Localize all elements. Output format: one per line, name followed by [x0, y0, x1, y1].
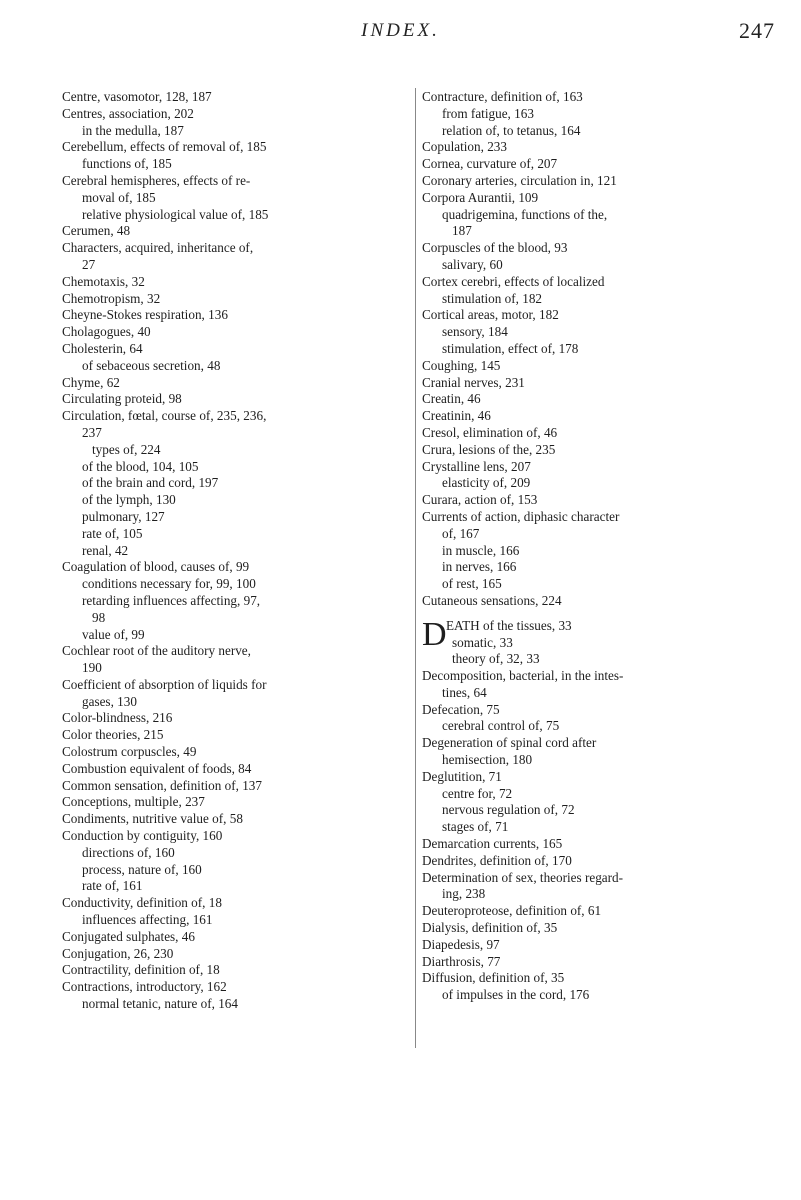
index-entry: Cheyne-Stokes respiration, 136 — [62, 307, 228, 323]
index-entry: Cerebral hemispheres, effects of re- — [62, 172, 251, 188]
index-entry: Chemotaxis, 32 — [62, 273, 145, 289]
index-entry: 27 — [82, 256, 96, 272]
index-entry: Color theories, 215 — [62, 727, 164, 743]
index-entry: cerebral control of, 75 — [442, 718, 560, 734]
index-entry: Cornea, curvature of, 207 — [422, 156, 558, 172]
index-entry: process, nature of, 160 — [82, 861, 202, 877]
index-entry: Decomposition, bacterial, in the intes- — [422, 668, 624, 684]
index-entry: relation of, to tetanus, 164 — [442, 122, 581, 138]
index-entry: rate of, 161 — [82, 878, 143, 894]
drop-cap-letter: D — [422, 615, 447, 653]
index-entry: rate of, 105 — [82, 525, 143, 541]
index-entry: Color-blindness, 216 — [62, 710, 173, 726]
index-entry: Creatinin, 46 — [422, 408, 491, 424]
index-entry: moval of, 185 — [82, 189, 156, 205]
index-entry: of the lymph, 130 — [82, 492, 176, 508]
index-entry: Coagulation of blood, causes of, 99 — [62, 559, 250, 575]
index-entry: from fatigue, 163 — [442, 105, 534, 121]
index-entry: of the blood, 104, 105 — [82, 458, 199, 474]
index-entry: ing, 238 — [442, 886, 486, 902]
index-entry: value of, 99 — [82, 626, 145, 642]
index-entry: directions of, 160 — [82, 844, 175, 860]
index-entry: functions of, 185 — [82, 156, 172, 172]
index-column-left — [62, 89, 402, 1013]
section-gap — [422, 610, 782, 618]
index-entry: in muscle, 166 — [442, 542, 520, 558]
index-entry: Defecation, 75 — [422, 701, 500, 717]
index-entry: Conductivity, definition of, 18 — [62, 895, 222, 911]
index-entry: Conceptions, multiple, 237 — [62, 794, 205, 810]
index-entry: Characters, acquired, inheritance of, — [62, 240, 254, 256]
index-entry: of sebaceous secretion, 48 — [82, 357, 221, 373]
index-column-right — [422, 89, 782, 1004]
index-entry: stages of, 71 — [442, 819, 509, 835]
index-entry: Cerebellum, effects of removal of, 185 — [62, 139, 267, 155]
index-entry: Demarcation currents, 165 — [422, 836, 563, 852]
index-entry: Contractions, introductory, 162 — [62, 979, 227, 995]
index-entry: of impulses in the cord, 176 — [442, 987, 590, 1003]
index-entry: quadrigemina, functions of the, — [442, 206, 608, 222]
index-entry: 190 — [82, 660, 102, 676]
index-entry: Conjugated sulphates, 46 — [62, 928, 195, 944]
index-entry: Corpora Aurantii, 109 — [422, 189, 539, 205]
index-entry: Chemotropism, 32 — [62, 290, 161, 306]
index-entry: Colostrum corpuscles, 49 — [62, 744, 197, 760]
index-entry: Creatin, 46 — [422, 391, 481, 407]
index-entry: Combustion equivalent of foods, 84 — [62, 760, 252, 776]
index-entry: Cochlear root of the auditory nerve, — [62, 643, 251, 659]
index-entry: Coughing, 145 — [422, 357, 501, 373]
index-entry: stimulation of, 182 — [442, 290, 543, 306]
index-entry: Cresol, elimination of, 46 — [422, 424, 558, 440]
index-entry: 98 — [92, 609, 106, 625]
index-entry: Currents of action, diphasic character — [422, 508, 620, 524]
index-entry: Dendrites, definition of, 170 — [422, 852, 572, 868]
index-entry: of rest, 165 — [442, 576, 502, 592]
index-entry: tines, 64 — [442, 684, 487, 700]
index-entry: Cortex cerebri, effects of localized — [422, 273, 605, 289]
index-entry: Cortical areas, motor, 182 — [422, 307, 559, 323]
index-entry: Centres, association, 202 — [62, 105, 194, 121]
index-entry: Coronary arteries, circulation in, 121 — [422, 172, 617, 188]
index-entry: salivary, 60 — [442, 256, 503, 272]
index-entry: Determination of sex, theories regard- — [422, 869, 624, 885]
index-entry: Circulation, fœtal, course of, 235, 236, — [62, 408, 267, 424]
index-entry: Diapedesis, 97 — [422, 936, 500, 952]
index-entry: Deuteroproteose, definition of, 61 — [422, 903, 602, 919]
index-entry: of, 167 — [442, 525, 480, 541]
index-entry: Cranial nerves, 231 — [422, 374, 525, 390]
index-entry: Centre, vasomotor, 128, 187 — [62, 89, 212, 104]
running-title: INDEX. — [361, 20, 440, 41]
index-entry: Curara, action of, 153 — [422, 492, 538, 508]
index-entry: Cholagogues, 40 — [62, 324, 151, 340]
index-entry: conditions necessary for, 99, 100 — [82, 576, 256, 592]
index-entry: Corpuscles of the blood, 93 — [422, 240, 568, 256]
index-entry: relative physiological value of, 185 — [82, 206, 269, 222]
index-entry: Condiments, nutritive value of, 58 — [62, 811, 243, 827]
index-entry: centre for, 72 — [442, 785, 513, 801]
index-entry: Coefficient of absorption of liquids for — [62, 676, 267, 692]
index-entry: Copulation, 233 — [422, 139, 507, 155]
index-entry: Crura, lesions of the, 235 — [422, 441, 556, 457]
index-entry: Conjugation, 26, 230 — [62, 945, 174, 961]
index-entry: Dialysis, definition of, 35 — [422, 920, 558, 936]
index-entry: sensory, 184 — [442, 324, 508, 340]
index-entry: Common sensation, definition of, 137 — [62, 777, 262, 793]
index-entry: theory of, 32, 33 — [452, 651, 540, 667]
index-entry: renal, 42 — [82, 542, 129, 558]
page-number: 247 — [739, 18, 775, 43]
index-entry: in the medulla, 187 — [82, 122, 184, 138]
index-entry: Cutaneous sensations, 224 — [422, 592, 562, 608]
index-entry: Cholesterin, 64 — [62, 340, 143, 356]
index-entry: of the brain and cord, 197 — [82, 475, 219, 491]
index-entry: pulmonary, 127 — [82, 508, 165, 524]
index-entry: hemisection, 180 — [442, 752, 533, 768]
index-entry: Conduction by contiguity, 160 — [62, 828, 223, 844]
index-entry: in nerves, 166 — [442, 559, 517, 575]
index-entry: 187 — [452, 223, 472, 239]
index-entry: types of, 224 — [92, 441, 161, 457]
index-entry-text: EATH of the tissues, 33 — [446, 617, 572, 633]
index-entry: gases, 130 — [82, 693, 137, 709]
index-entry: Contracture, definition of, 163 — [422, 89, 583, 104]
index-entry: Crystalline lens, 207 — [422, 458, 531, 474]
index-entry: Chyme, 62 — [62, 374, 120, 390]
index-entry: somatic, 33 — [452, 634, 513, 650]
index-entry: Deglutition, 71 — [422, 768, 502, 784]
index-entry: Diarthrosis, 77 — [422, 953, 501, 969]
index-entry: 237 — [82, 424, 102, 440]
index-entry: Contractility, definition of, 18 — [62, 962, 220, 978]
index-entry: retarding influences affecting, 97, — [82, 592, 261, 608]
index-entry: Degeneration of spinal cord after — [422, 735, 597, 751]
index-entry: normal tetanic, nature of, 164 — [82, 996, 238, 1012]
index-entry: stimulation, effect of, 178 — [442, 340, 579, 356]
index-entry: nervous regulation of, 72 — [442, 802, 575, 818]
index-entry: influences affecting, 161 — [82, 912, 213, 928]
index-entry: Diffusion, definition of, 35 — [422, 970, 565, 986]
index-entry: Cerumen, 48 — [62, 223, 131, 239]
index-entry: elasticity of, 209 — [442, 475, 531, 491]
column-divider — [415, 88, 416, 1048]
index-entry: Circulating proteid, 98 — [62, 391, 182, 407]
